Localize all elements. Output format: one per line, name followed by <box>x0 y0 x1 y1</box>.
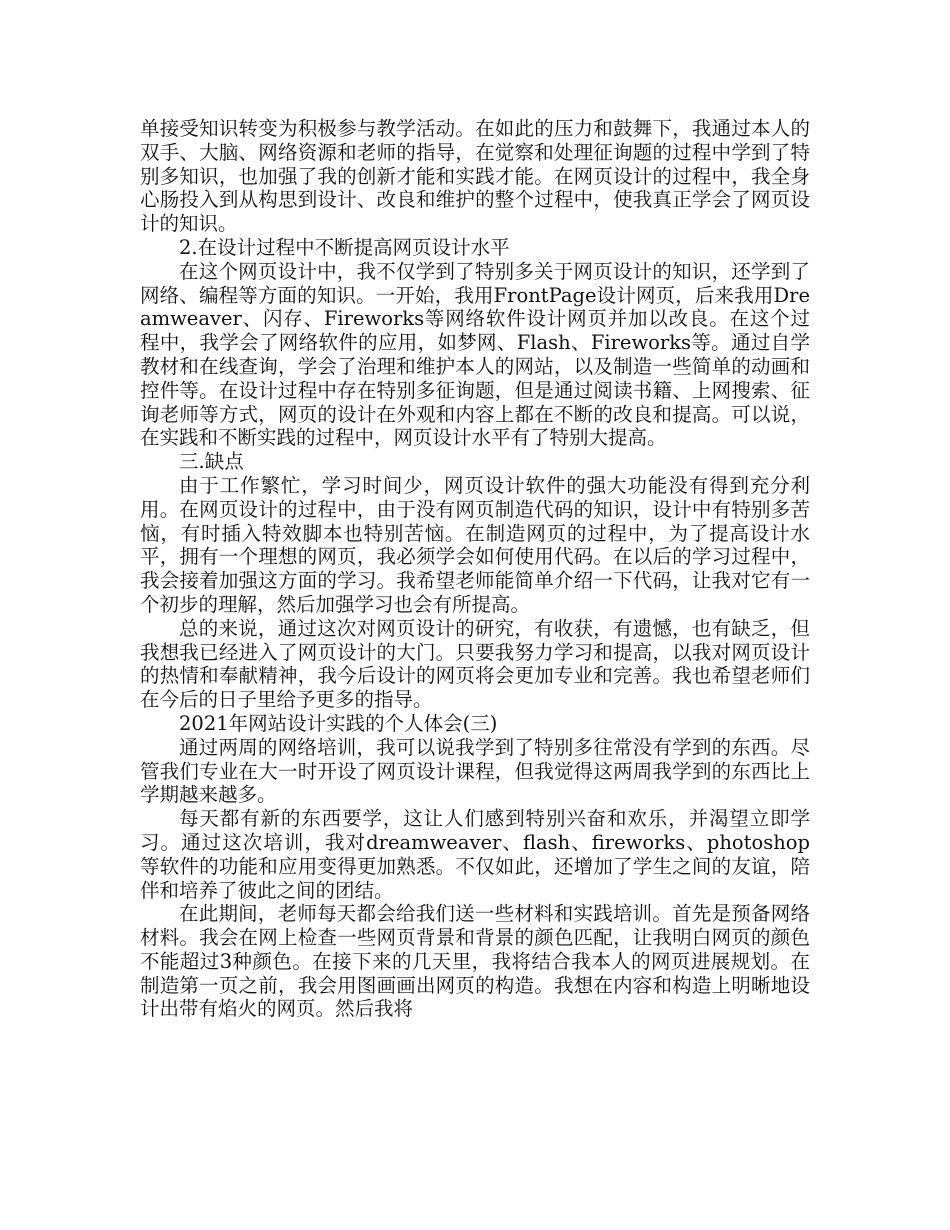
section-heading-3: 三.缺点 <box>179 450 244 474</box>
paragraph-10: 在此期间，老师每天都会给我们送一些材料和实践培训。首先是预备网络材料。我会在网上检查一些网页背景和背景的颜色匹配，让我明白网页的颜色不能超过3种颜色。在接下来的几天里，我将结合我本人的网页进展规划。在制造第一页之前，我会用图画画出网页的构造。我想在内容和构造上明晰地设计出带有焰火的网页。然后我将 <box>140 902 810 1021</box>
paragraph-6: 总的来说，通过这次对网页设计的研究，有收获，有遗憾，也有缺乏，但我想我已经进入了网页设计的大门。只要我努力学习和提高，以我对网页设计的热情和奉献精神，我今后设计的网页将会更加专业和完善。我也希望老师们在今后的日子里给予更多的指导。 <box>140 616 810 712</box>
document-body <box>140 117 810 1021</box>
paragraph-8: 通过两周的网络培训，我可以说我学到了特别多往常没有学到的东西。尽管我们专业在大一时开设了网页设计课程，但我觉得这两周我学到的东西比上学期越来越多。 <box>140 735 810 807</box>
paragraph-9: 每天都有新的东西要学，这让人们感到特别兴奋和欢乐，并渴望立即学习。通过这次培训，我对dreamweaver、flash、fireworks、photoshop等软件的功能和应用变得更加熟悉。不仅如此，还增加了学生之间的友谊，陪伴和培养了彼此之间的团结。 <box>140 807 810 902</box>
paragraph-1: 单接受知识转变为积极参与教学活动。在如此的压力和鼓舞下，我通过本人的双手、大脑、网络资源和老师的指导，在觉察和处理征询题的过程中学到了特别多知识，也加强了我的创新才能和实践才能。在网页设计的过程中，我全身心肠投入到从构思到设计、改良和维护的整个过程中，使我真正学会了网页设计的知识。 <box>140 117 810 236</box>
paragraph-5: 由于工作繁忙，学习时间少，网页设计软件的强大功能没有得到充分利用。在网页设计的过程中，由于没有网页制造代码的知识，设计中有特别多苦恼，有时插入特效脚本也特别苦恼。在制造网页的过程中，为了提高设计水平，拥有一个理想的网页，我必须学会如何使用代码。在以后的学习过程中，我会接着加强这方面的学习。我希望老师能简单介绍一下代码，让我对它有一个初步的理解，然后加强学习也会有所提高。 <box>140 473 810 616</box>
section-heading-2: 2.在设计过程中不断提高网页设计水平 <box>179 235 510 259</box>
paragraph-3: 在这个网页设计中，我不仅学到了特别多关于网页设计的知识，还学到了网络、编程等方面的知识。一开始，我用FrontPage设计网页，后来我用Dreamweaver、闪存、Fireworks等网络软件设计网页并加以改良。在这个过程中，我学会了网络软件的应用，如梦网、Flash、Fireworks等。通过自学教材和在线查询，学会了治理和维护本人的网站，以及制造一些简单的动画和控件等。在设计过程中存在特别多征询题，但是通过阅读书籍、上网搜索、征询老师等方式，网页的设计在外观和内容上都在不断的改良和提高。可以说，在实践和不断实践的过程中，网页设计水平有了特别大提高。 <box>140 259 810 450</box>
article-title: 2021年网站设计实践的个人体会(三) <box>179 711 498 735</box>
